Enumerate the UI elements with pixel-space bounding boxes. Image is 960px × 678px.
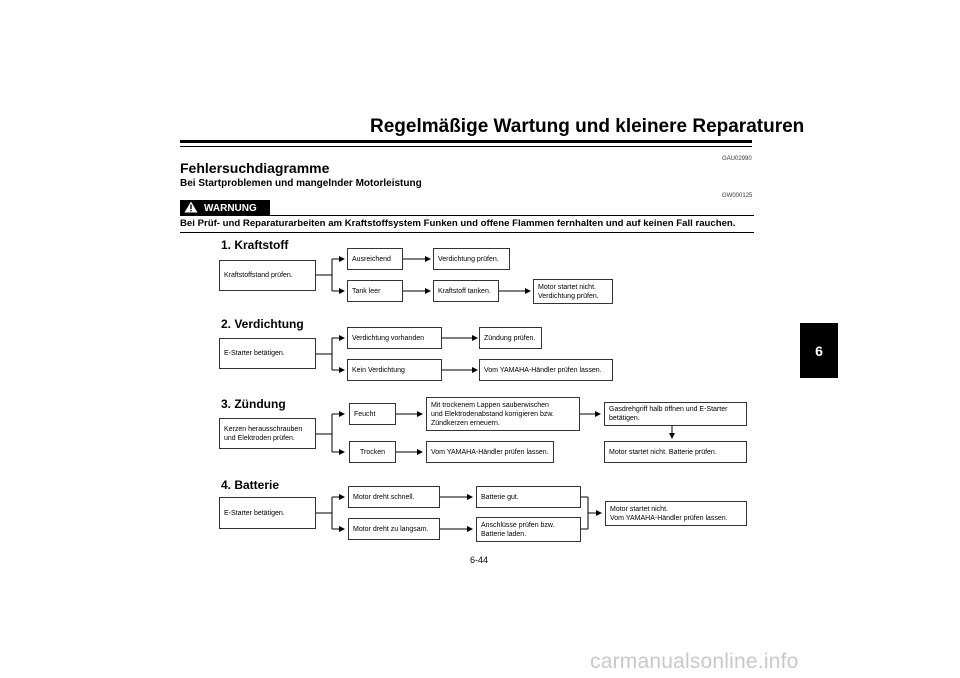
diagram-4-title: 4. Batterie [221,478,280,492]
box-ausreichend: Ausreichend [347,248,403,270]
box-motor-startet-nicht-2: Motor startet nicht. Vom YAMAHA-Händler prüfen lassen. [605,501,747,526]
box-trockenem-lappen: Mit trockenem Lappen sauberwischen und Elektrodenabstand korrigieren bzw. Zündkerzen erneuern. [426,397,580,431]
box-batterie-pruefen: Motor startet nicht. Batterie prüfen. [604,441,747,463]
box-kraftstoffstand: Kraftstoffstand prüfen. [219,260,316,291]
box-gasdrehgriff: Gasdrehgriff halb öffnen und E-Starter betätigen. [604,402,747,426]
box-feucht: Feucht [349,403,396,425]
box-motor-dreht-schnell: Motor dreht schnell. [348,486,440,508]
box-batterie-gut: Batterie gut. [476,486,581,508]
section-subtitle: Bei Startproblemen und mangelnder Motorleistung [180,178,422,189]
box-kein-verdichtung: Kein Verdichtung [347,359,442,381]
box-e-starter-2: E-Starter betätigen. [219,497,316,529]
warning-badge-label: WARNUNG [204,202,257,214]
box-yamaha-haendler-1: Vom YAMAHA-Händler prüfen lassen. [479,359,613,381]
page-number: 6-44 [470,555,489,565]
box-tank-leer: Tank leer [347,280,403,302]
section-code: GAU02990 [722,156,752,162]
box-yamaha-haendler-2: Vom YAMAHA-Händler prüfen lassen. [426,441,554,463]
box-e-starter-1: E-Starter betätigen. [219,338,316,369]
diagram-3-title: 3. Zündung [221,397,286,411]
box-motor-dreht-langsam: Motor dreht zu langsam. [348,518,440,540]
page-header-title: Regelmäßige Wartung und kleinere Reparaturen [370,116,805,137]
watermark: carmanualsonline.info [590,650,799,673]
box-trocken: Trocken [349,441,396,463]
diagram-2-title: 2. Verdichtung [221,317,304,331]
box-zuendung-pruefen: Zündung prüfen. [479,327,542,349]
box-motor-startet-nicht-1: Motor startet nicht. Verdichtung prüfen. [533,279,613,304]
diagram-1-title: 1. Kraftstoff [221,238,289,252]
section-tab: 6 [800,323,838,378]
box-kraftstoff-tanken: Kraftstoff tanken. [433,280,499,302]
box-verdichtung-pruefen: Verdichtung prüfen. [433,248,510,270]
box-verdichtung-vorhanden: Verdichtung vorhanden [347,327,442,349]
box-anschluesse-pruefen: Anschlüsse prüfen bzw. Batterie laden. [476,517,581,542]
section-title: Fehlersuchdiagramme [180,160,330,176]
warning-text: Bei Prüf- und Reparaturarbeiten am Kraftstoffsystem Funken und offene Flammen fernhalten und auf keinen Fall rauchen. [180,218,736,229]
warning-code: GW000125 [722,193,753,199]
box-kerzen-herausschrauben: Kerzen herausschrauben und Elektroden prüfen. [219,418,316,449]
